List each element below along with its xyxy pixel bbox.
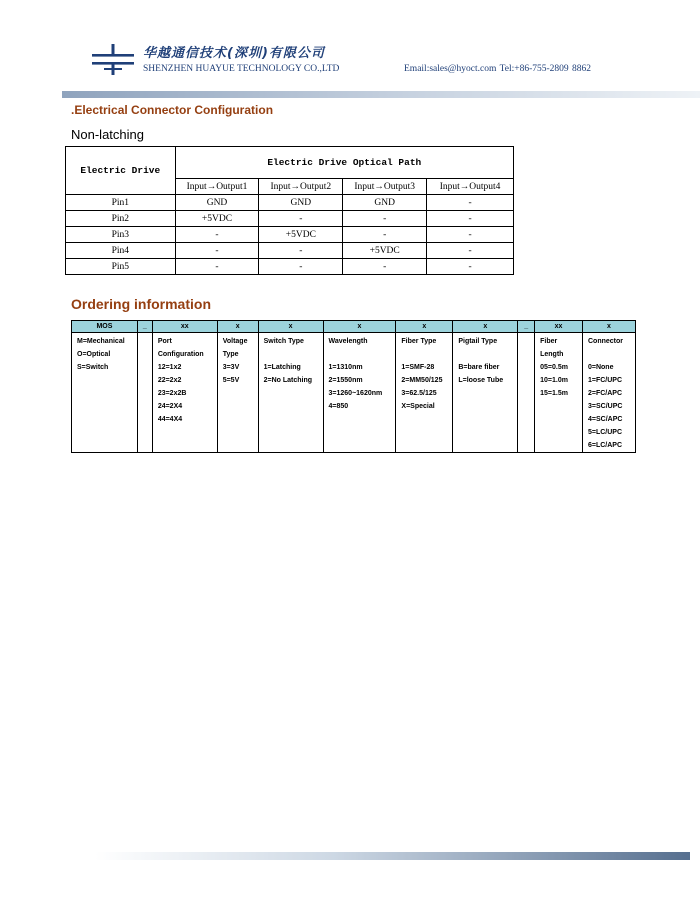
- ordering-option-line: 22=2x2: [157, 377, 182, 384]
- header-divider-bar: [62, 91, 700, 98]
- ordering-option-line: L=loose Tube: [458, 377, 504, 384]
- table-cell: +5VDC: [259, 227, 343, 243]
- ordering-column-header: x: [217, 321, 258, 333]
- table-cell: GND: [259, 195, 343, 211]
- ordering-column-cell: [72, 333, 138, 453]
- ordering-column-header: x: [258, 321, 323, 333]
- ordering-option-line: Pigtail Type: [458, 338, 498, 345]
- ordering-option-line: Port: [157, 338, 172, 345]
- ordering-information-table: [71, 320, 636, 453]
- ordering-option-line: Voltage: [222, 338, 248, 345]
- table-cell: +5VDC: [175, 211, 259, 227]
- ordering-column-header: _: [137, 321, 152, 333]
- electrical-section-title: .Electrical Connector Configuration: [71, 103, 274, 117]
- ordering-option-line: Configuration: [157, 351, 204, 358]
- ordering-option-line: 4=850: [328, 403, 349, 410]
- ordering-option-line: Connector: [588, 338, 623, 345]
- ordering-option-line: 12=1x2: [157, 364, 182, 371]
- column-header: Input→Output1: [175, 179, 259, 195]
- ordering-option-line: 10=1.0m: [540, 377, 568, 384]
- ordering-option-line: 23=2x2B: [157, 390, 187, 397]
- table-cell: -: [175, 243, 259, 259]
- ordering-option-line: 1=1310nm: [328, 364, 363, 371]
- non-latching-subtitle: Non-latching: [71, 127, 144, 142]
- table-row: [66, 211, 514, 227]
- ordering-header-row: [72, 321, 636, 333]
- table-cell: -: [427, 211, 514, 227]
- table-cell: -: [343, 259, 427, 275]
- ordering-column-cell: [152, 333, 217, 453]
- table-cell: +5VDC: [343, 243, 427, 259]
- ordering-option-line: 5=5V: [222, 377, 240, 384]
- ordering-column-cell: [583, 333, 636, 453]
- pin-label: Pin3: [66, 227, 176, 243]
- table-cell: -: [175, 259, 259, 275]
- ordering-option-line: [458, 348, 517, 361]
- ordering-column-header: x: [323, 321, 396, 333]
- ordering-column-header: xx: [152, 321, 217, 333]
- ordering-column-header: MOS: [72, 321, 138, 333]
- ordering-option-line: 2=MM50/125: [401, 377, 443, 384]
- ordering-column-header: x: [583, 321, 636, 333]
- table-cell: -: [343, 211, 427, 227]
- contact-info: Email:sales@hyoct.com Tel:+86-755-2809 8862: [404, 64, 592, 74]
- ordering-option-line: 1=SMF-28: [401, 364, 435, 371]
- ordering-section-title: Ordering information: [71, 296, 211, 312]
- table-cell: -: [343, 227, 427, 243]
- company-name-english: SHENZHEN HUAYUE TECHNOLOGY CO.,LTD: [143, 64, 340, 74]
- ordering-option-line: 2=1550nm: [328, 377, 363, 384]
- ordering-option-line: 3=62.5/125: [401, 390, 437, 397]
- ordering-option-line: O=Optical: [77, 351, 111, 358]
- ordering-content-row: [72, 333, 636, 453]
- ordering-option-line: 4=SC/APC: [588, 416, 623, 423]
- ordering-option-line: [588, 348, 635, 361]
- column-header: Input→Output4: [427, 179, 514, 195]
- optical-path-group-header: Electric Drive Optical Path: [175, 147, 513, 179]
- ordering-option-line: 5=LC/UPC: [588, 429, 623, 436]
- ordering-column-header: x: [453, 321, 518, 333]
- ordering-option-line: 6=LC/APC: [588, 442, 623, 449]
- ordering-option-line: 3=1260~1620nm: [328, 390, 383, 397]
- pin-label: Pin4: [66, 243, 176, 259]
- ordering-option-line: 2=No Latching: [263, 377, 313, 384]
- ordering-column-cell: [258, 333, 323, 453]
- ordering-column-cell: [137, 333, 152, 453]
- table-cell: -: [259, 211, 343, 227]
- ordering-option-line: X=Special: [401, 403, 435, 410]
- ordering-option-line: M=Mechanical: [77, 338, 125, 345]
- table-cell: -: [427, 259, 514, 275]
- ordering-column-cell: [217, 333, 258, 453]
- table-cell: -: [427, 243, 514, 259]
- table-cell: GND: [343, 195, 427, 211]
- ordering-option-line: 05=0.5m: [540, 364, 568, 371]
- ordering-option-line: 2=FC/APC: [588, 390, 623, 397]
- ordering-column-header: xx: [535, 321, 583, 333]
- ordering-column-header: _: [518, 321, 535, 333]
- ordering-option-line: Wavelength: [328, 338, 368, 345]
- ordering-column-cell: [323, 333, 396, 453]
- table-cell: -: [427, 227, 514, 243]
- ordering-option-line: [264, 348, 323, 361]
- ordering-option-line: 3=SC/UPC: [588, 403, 623, 410]
- company-logo-icon: [90, 42, 136, 76]
- ordering-option-line: S=Switch: [77, 364, 109, 371]
- ordering-option-line: 44=4X4: [157, 416, 183, 423]
- ordering-option-line: [401, 348, 452, 361]
- ordering-column-cell: [535, 333, 583, 453]
- column-header: Input→Output2: [259, 179, 343, 195]
- pin-label: Pin5: [66, 259, 176, 275]
- ordering-option-line: 1=Latching: [263, 364, 301, 371]
- table-row: [66, 195, 514, 211]
- ordering-option-line: Fiber: [540, 338, 558, 345]
- ordering-option-line: Type: [222, 351, 239, 358]
- corner-header: Electric Drive: [66, 147, 176, 195]
- table-cell: -: [175, 227, 259, 243]
- table-row: [66, 259, 514, 275]
- ordering-column-cell: [396, 333, 453, 453]
- ordering-column-header: x: [396, 321, 453, 333]
- ordering-column-cell: [518, 333, 535, 453]
- table-cell: -: [259, 243, 343, 259]
- table-cell: -: [427, 195, 514, 211]
- table-cell: -: [259, 259, 343, 275]
- ordering-option-line: Fiber Type: [401, 338, 437, 345]
- table-row: [66, 227, 514, 243]
- electrical-connector-table: [65, 146, 514, 275]
- ordering-option-line: 1=FC/UPC: [588, 377, 623, 384]
- ordering-option-line: Switch Type: [263, 338, 304, 345]
- ordering-option-line: 24=2X4: [157, 403, 183, 410]
- pin-label: Pin2: [66, 211, 176, 227]
- ordering-option-line: 15=1.5m: [540, 390, 568, 397]
- ordering-option-line: 0=None: [588, 364, 614, 371]
- ordering-column-cell: [453, 333, 518, 453]
- ordering-option-line: 3=3V: [222, 364, 240, 371]
- ordering-option-line: Length: [540, 351, 564, 358]
- footer-divider-bar: [95, 852, 690, 860]
- pin-label: Pin1: [66, 195, 176, 211]
- ordering-option-line: B=bare fiber: [458, 364, 500, 371]
- company-name-chinese: 华越通信技术(深圳)有限公司: [143, 46, 325, 61]
- table-row: [66, 243, 514, 259]
- ordering-option-line: [329, 348, 396, 361]
- column-header: Input→Output3: [343, 179, 427, 195]
- table-cell: GND: [175, 195, 259, 211]
